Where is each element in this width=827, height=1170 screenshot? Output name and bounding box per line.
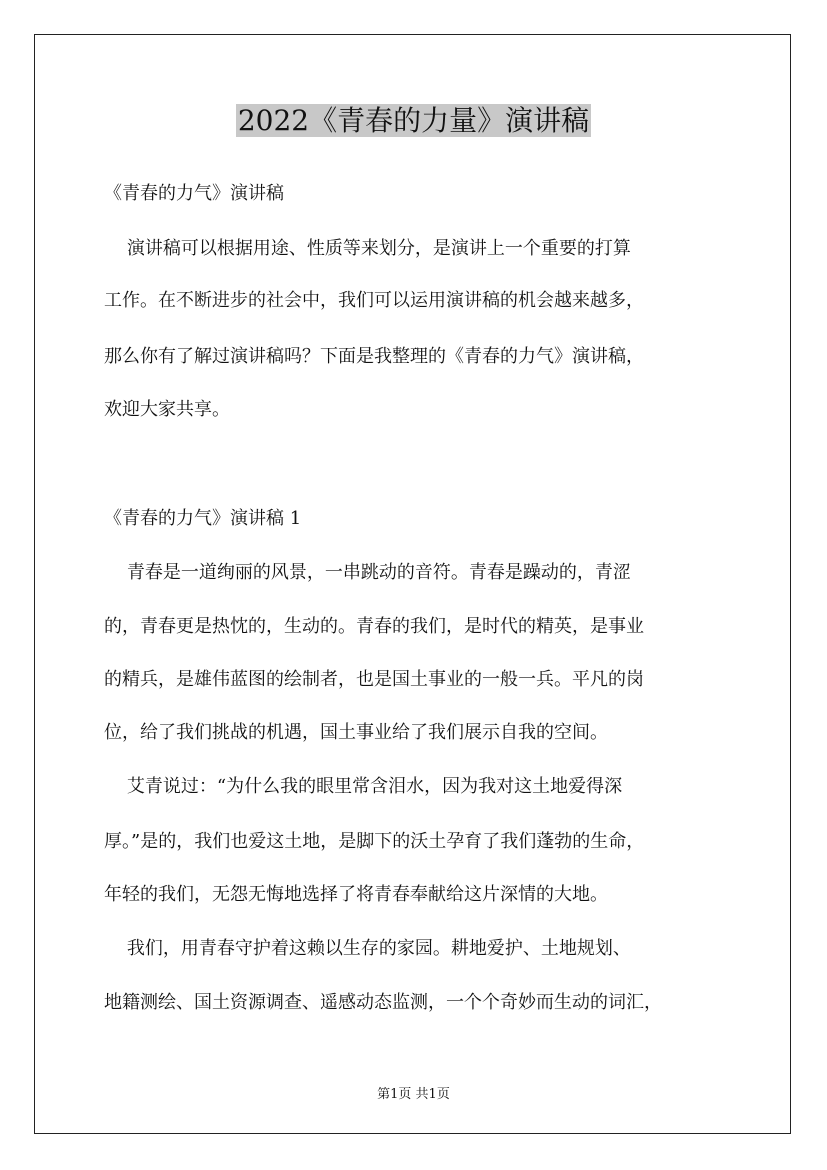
paragraph-line: 地籍测绘、国土资源调查、遥感动态监测，一个个奇妙而生动的词汇， — [104, 992, 662, 1013]
paragraph-line: 年轻的我们，无怨无悔地选择了将青春奉献给这片深情的大地。 — [104, 884, 608, 905]
paragraph-line: 工作。在不断进步的社会中，我们可以运用演讲稿的机会越来越多， — [104, 290, 644, 311]
page-footer: 第1页 共1页 — [377, 1087, 450, 1102]
paragraph-line: 的，青春更是热忱的，生动的。青春的我们，是时代的精英，是事业 — [104, 616, 644, 637]
paragraph-line: 欢迎大家共享。 — [104, 399, 230, 420]
section-heading: 《青春的力气》演讲稿 1 — [104, 508, 302, 529]
paragraph-line: 青春是一道绚丽的风景，一串跳动的音符。青春是躁动的，青涩 — [104, 562, 631, 583]
paragraph-line: 那么你有了解过演讲稿吗？下面是我整理的《青春的力气》演讲稿， — [104, 346, 644, 367]
paragraph-line: 我们，用青春守护着这赖以生存的家园。耕地爱护、土地规划、 — [104, 938, 631, 959]
paragraph-line: 演讲稿可以根据用途、性质等来划分，是演讲上一个重要的打算 — [104, 238, 631, 259]
paragraph-line: 厚。”是的，我们也爱这土地，是脚下的沃土孕育了我们蓬勃的生命， — [104, 831, 645, 852]
paragraph-line: 的精兵，是雄伟蓝图的绘制者，也是国土事业的一般一兵。平凡的岗 — [104, 669, 644, 690]
paragraph-line: 艾青说过：“为什么我的眼里常含泪水，因为我对这土地爱得深 — [104, 776, 623, 797]
intro-heading: 《青春的力气》演讲稿 — [104, 183, 284, 204]
paragraph-line: 位，给了我们挑战的机遇，国土事业给了我们展示自我的空间。 — [104, 722, 608, 743]
document-title-text: 2022《青春的力量》演讲稿 — [237, 104, 590, 137]
document-title — [0, 98, 827, 144]
